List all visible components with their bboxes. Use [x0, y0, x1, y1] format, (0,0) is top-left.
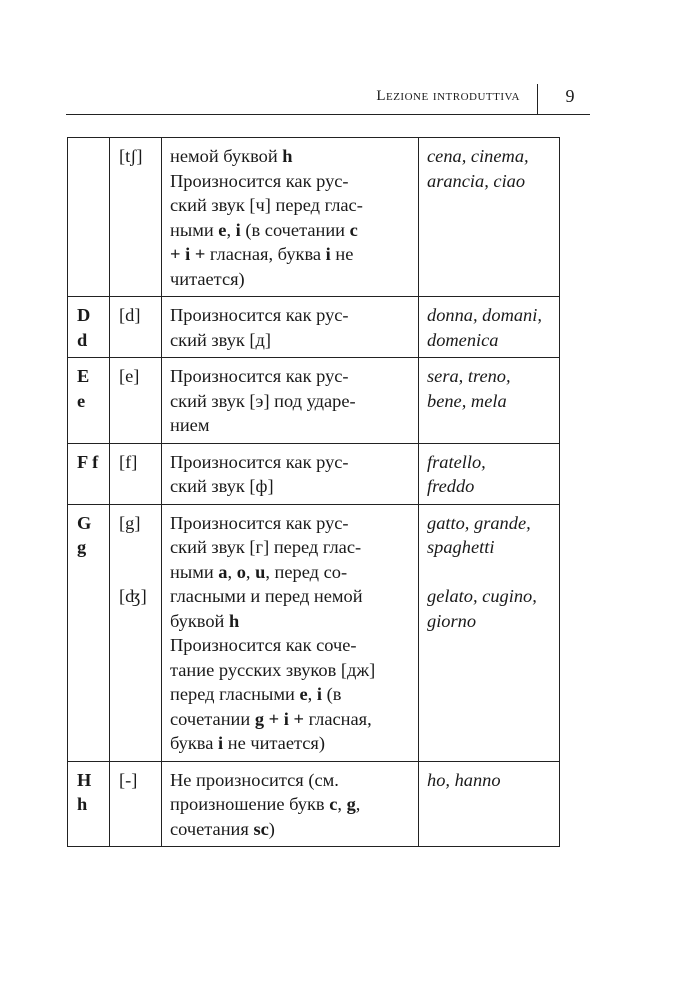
- example-line: arancia, ciao: [427, 170, 526, 191]
- example-line: cena, cinema,: [427, 146, 529, 166]
- description-line: + i + гласная, буква i не: [170, 244, 354, 264]
- transcription-line: [-]: [119, 769, 138, 790]
- letter-cell: [68, 358, 110, 444]
- description-line: ными e, i (в сочетании c: [170, 219, 358, 240]
- description-line: Произносится как рус-: [170, 305, 349, 325]
- example-line: bene, mela: [427, 390, 507, 411]
- example-line: spaghetti: [427, 537, 495, 557]
- description-line: Произносится как рус-: [170, 366, 349, 386]
- description-line: немой буквой h: [170, 146, 293, 166]
- alphabet-table: [67, 137, 560, 847]
- header-divider: [537, 84, 538, 114]
- example-line: gelato, cugino,: [427, 586, 537, 606]
- description-line: Произносится как соче-: [170, 635, 357, 655]
- transcription-line: [tʃ]: [119, 146, 143, 166]
- table-row: [68, 443, 560, 504]
- example-line: giorno: [427, 610, 477, 631]
- example-line: ho, hanno: [427, 769, 501, 790]
- example-line: domenica: [427, 329, 499, 350]
- example-line: fratello,: [427, 451, 486, 472]
- examples-cell: [419, 761, 560, 847]
- description-line: ский звук [э] под ударе-: [170, 390, 356, 411]
- letter-cell: [68, 761, 110, 847]
- examples-cell: [419, 443, 560, 504]
- description-line: сочетании g + i + гласная,: [170, 708, 372, 729]
- letter-line: e: [77, 390, 86, 411]
- description-line: ский звук [ч] перед глас-: [170, 195, 363, 215]
- line-gap: [427, 560, 553, 585]
- table-row: [68, 761, 560, 847]
- example-line: donna, domani,: [427, 305, 542, 325]
- examples-cell: [419, 138, 560, 297]
- example-line: freddo: [427, 476, 475, 496]
- letter-cell: [68, 297, 110, 358]
- description-line: сочетания sc): [170, 818, 275, 839]
- table-row: [68, 358, 560, 444]
- example-line: sera, treno,: [427, 366, 511, 386]
- description-cell: [162, 297, 419, 358]
- description-line: ский звук [д]: [170, 329, 272, 350]
- description-line: ский звук [ф]: [170, 476, 274, 496]
- description-line: читается): [170, 268, 245, 289]
- letter-line: d: [77, 329, 88, 350]
- description-line: ными a, o, u, перед со-: [170, 561, 348, 582]
- description-cell: [162, 138, 419, 297]
- examples-cell: [419, 504, 560, 761]
- table-row: [68, 504, 560, 761]
- examples-cell: [419, 297, 560, 358]
- letter-line: F f: [77, 451, 99, 472]
- transcription-line: [ʤ]: [119, 586, 147, 606]
- transcription-cell: [110, 297, 162, 358]
- table-row: [68, 297, 560, 358]
- description-cell: [162, 761, 419, 847]
- description-line: тание русских звуков [дж]: [170, 659, 376, 680]
- transcription-line: [d]: [119, 305, 141, 325]
- examples-cell: [419, 358, 560, 444]
- letter-line: H: [77, 769, 92, 790]
- description-line: буквой h: [170, 610, 240, 631]
- letter-line: h: [77, 794, 88, 814]
- description-cell: [162, 443, 419, 504]
- transcription-cell: [110, 358, 162, 444]
- transcription-cell: [110, 761, 162, 847]
- letter-cell: [68, 138, 110, 297]
- letter-line: G: [77, 512, 92, 533]
- header-title: Lezione introduttiva: [376, 88, 520, 104]
- description-line: ский звук [г] перед глас-: [170, 537, 362, 557]
- letter-line: g: [77, 537, 87, 557]
- table-row: [68, 138, 560, 297]
- description-cell: [162, 358, 419, 444]
- letter-cell: [68, 504, 110, 761]
- running-header: [66, 82, 590, 115]
- description-cell: [162, 504, 419, 761]
- description-line: Произносится как рус-: [170, 170, 349, 191]
- description-line: Произносится как рус-: [170, 451, 349, 472]
- letter-cell: [68, 443, 110, 504]
- transcription-cell: [110, 504, 162, 761]
- description-line: нием: [170, 415, 210, 435]
- page-number: 9: [565, 86, 575, 106]
- line-gap: [119, 535, 155, 560]
- description-line: перед гласными e, i (в: [170, 684, 342, 704]
- transcription-line: [g]: [119, 512, 141, 533]
- transcription-cell: [110, 138, 162, 297]
- description-line: буква i не читается): [170, 733, 326, 753]
- letter-line: E: [77, 366, 90, 386]
- description-line: произношение букв c, g,: [170, 794, 361, 814]
- transcription-cell: [110, 443, 162, 504]
- letter-line: D: [77, 305, 91, 325]
- transcription-line: [f]: [119, 451, 138, 472]
- line-gap: [119, 560, 155, 585]
- description-line: Не произносится (см.: [170, 769, 339, 790]
- description-line: гласными и перед немой: [170, 586, 363, 606]
- transcription-line: [e]: [119, 366, 140, 386]
- example-line: gatto, grande,: [427, 512, 531, 533]
- description-line: Произносится как рус-: [170, 512, 349, 533]
